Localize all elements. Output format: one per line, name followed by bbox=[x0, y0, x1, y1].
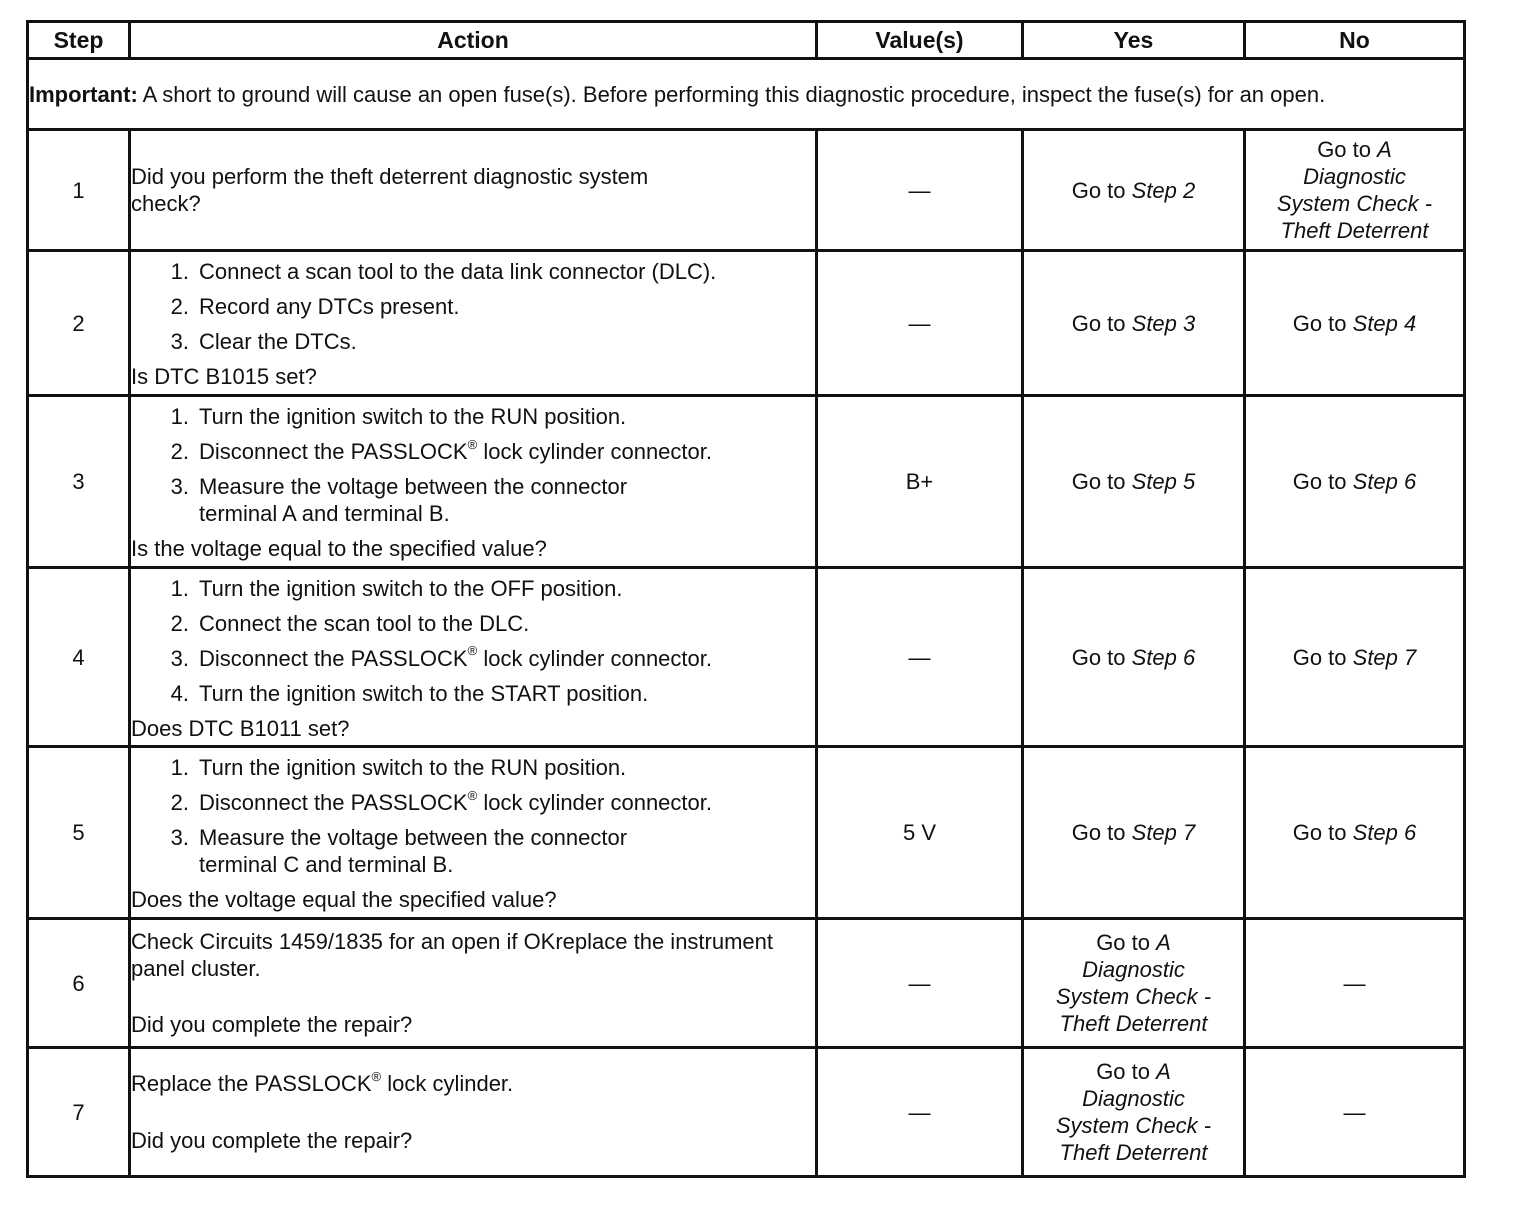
step-number: 2 bbox=[28, 251, 130, 396]
registered-mark: ® bbox=[467, 436, 478, 452]
value-cell: — bbox=[817, 1048, 1023, 1177]
header-values: Value(s) bbox=[817, 22, 1023, 59]
value-cell: 5 V bbox=[817, 747, 1023, 919]
action-cell bbox=[130, 130, 817, 251]
table-row bbox=[28, 251, 1465, 396]
action-question: Is DTC B1015 set? bbox=[131, 364, 317, 389]
action-step: 2. Connect the scan tool to the DLC. bbox=[170, 610, 530, 636]
diag-line-2: System Check - bbox=[1276, 191, 1433, 216]
action-steps bbox=[131, 403, 815, 527]
step-ref: 6 bbox=[1404, 469, 1417, 494]
value-cell: — bbox=[817, 251, 1023, 396]
no-cell: Go to Step 4 bbox=[1245, 251, 1465, 396]
table-row bbox=[28, 919, 1465, 1048]
important-row bbox=[28, 59, 1465, 130]
go-to-label: Go to bbox=[1071, 177, 1126, 203]
action-cell bbox=[130, 396, 817, 568]
go-to-label: Go to bbox=[1317, 137, 1371, 162]
step-number: 7 bbox=[28, 1048, 130, 1177]
action-question: Does DTC B1011 set? bbox=[131, 715, 350, 741]
table-row bbox=[28, 396, 1465, 568]
action-step: 2. Disconnect the PASSLOCK® lock cylinder connector. bbox=[170, 787, 712, 815]
value-cell: B+ bbox=[817, 396, 1023, 568]
action-cell bbox=[130, 1048, 817, 1177]
action-step: 3. Measure the voltage between the connector terminal A and terminal B. bbox=[170, 474, 628, 526]
header-no: No bbox=[1245, 22, 1465, 59]
registered-mark: ® bbox=[467, 787, 478, 803]
important-note bbox=[28, 59, 1465, 130]
registered-mark: ® bbox=[371, 1068, 382, 1084]
step-ref: 6 bbox=[1404, 820, 1417, 845]
registered-mark: ® bbox=[467, 643, 478, 659]
action-cell bbox=[130, 919, 817, 1048]
no-cell: — bbox=[1245, 919, 1465, 1048]
action-cell bbox=[130, 251, 817, 396]
yes-cell: Go to Step 7 bbox=[1023, 747, 1245, 919]
table-row bbox=[28, 568, 1465, 747]
no-cell: — bbox=[1245, 1048, 1465, 1177]
diag-a: A bbox=[1377, 137, 1392, 162]
step-ref: 7 bbox=[1183, 820, 1196, 845]
action-step: 4. Turn the ignition switch to the START position. bbox=[170, 680, 649, 706]
step-number: 4 bbox=[28, 568, 130, 747]
action-text: Check Circuits 1459/1835 for an open if OKreplace the instrument panel cluster. bbox=[131, 929, 774, 981]
action-step: 3. Clear the DTCs. bbox=[170, 329, 357, 354]
value-cell: — bbox=[817, 568, 1023, 747]
header-row bbox=[28, 22, 1465, 59]
action-step: 1. Turn the ignition switch to the RUN position. bbox=[170, 404, 627, 429]
table-row bbox=[28, 130, 1465, 251]
diag-line-3: Theft Deterrent bbox=[1280, 218, 1429, 243]
step-ref: 6 bbox=[1183, 644, 1196, 670]
action-cell bbox=[130, 747, 817, 919]
step-ref: 7 bbox=[1404, 644, 1417, 670]
yes-cell: Go to Step 3 bbox=[1023, 251, 1245, 396]
table-row bbox=[28, 1048, 1465, 1177]
step-number: 6 bbox=[28, 919, 130, 1048]
no-cell: Go to Step 7 bbox=[1245, 568, 1465, 747]
action-cell bbox=[130, 568, 817, 747]
no-cell bbox=[1245, 130, 1465, 251]
step-ref: 4 bbox=[1404, 310, 1417, 336]
important-label: Important: bbox=[29, 81, 138, 107]
step-ref: 3 bbox=[1183, 310, 1196, 336]
step-ref: 5 bbox=[1183, 469, 1196, 494]
yes-cell: Go to A Diagnostic System Check - Theft Deterrent bbox=[1023, 1048, 1245, 1177]
action-step: 1. Turn the ignition switch to the OFF position. bbox=[170, 575, 623, 601]
step-ref: 2 bbox=[1183, 177, 1196, 203]
action-text: Replace the PASSLOCK® lock cylinder. bbox=[131, 1068, 514, 1096]
no-cell: Go to Step 6 bbox=[1245, 747, 1465, 919]
diagnostic-table bbox=[26, 20, 1466, 1178]
step-number: 5 bbox=[28, 747, 130, 919]
yes-cell bbox=[1023, 130, 1245, 251]
action-question: Did you complete the repair? bbox=[131, 1128, 413, 1153]
action-steps bbox=[131, 575, 815, 707]
action-step: 2. Disconnect the PASSLOCK® lock cylinder connector. bbox=[170, 436, 712, 464]
action-step: 1. Connect a scan tool to the data link connector (DLC). bbox=[170, 259, 717, 284]
action-step: 3. Disconnect the PASSLOCK® lock cylinder connector. bbox=[170, 643, 712, 671]
action-steps bbox=[131, 754, 815, 878]
action-question: Is the voltage equal to the specified value? bbox=[131, 536, 547, 561]
important-text: A short to ground will cause an open fuse(s). Before performing this diagnostic procedure, inspect the fuse(s) for an open. bbox=[137, 81, 1326, 107]
action-steps bbox=[131, 258, 815, 355]
action-question: Does the voltage equal the specified value? bbox=[131, 887, 557, 912]
value-cell: — bbox=[817, 919, 1023, 1048]
table-row bbox=[28, 747, 1465, 919]
header-action: Action bbox=[130, 22, 817, 59]
diag-line-1: Diagnostic bbox=[1303, 164, 1406, 189]
action-step: 2. Record any DTCs present. bbox=[170, 294, 460, 319]
action-step: 3. Measure the voltage between the connector terminal C and terminal B. bbox=[170, 825, 628, 877]
value-cell: — bbox=[817, 130, 1023, 251]
header-yes: Yes bbox=[1023, 22, 1245, 59]
header-step: Step bbox=[28, 22, 130, 59]
no-cell: Go to Step 6 bbox=[1245, 396, 1465, 568]
action-step: 1. Turn the ignition switch to the RUN position. bbox=[170, 755, 627, 780]
yes-cell: Go to Step 6 bbox=[1023, 568, 1245, 747]
step-word: Step bbox=[1131, 177, 1177, 203]
yes-cell: Go to Step 5 bbox=[1023, 396, 1245, 568]
step-number: 1 bbox=[28, 130, 130, 251]
action-question: Did you complete the repair? bbox=[131, 1012, 413, 1037]
yes-cell: Go to A Diagnostic System Check - Theft Deterrent bbox=[1023, 919, 1245, 1048]
action-text: Did you perform the theft deterrent diagnostic system check? bbox=[131, 164, 649, 216]
step-number: 3 bbox=[28, 396, 130, 568]
